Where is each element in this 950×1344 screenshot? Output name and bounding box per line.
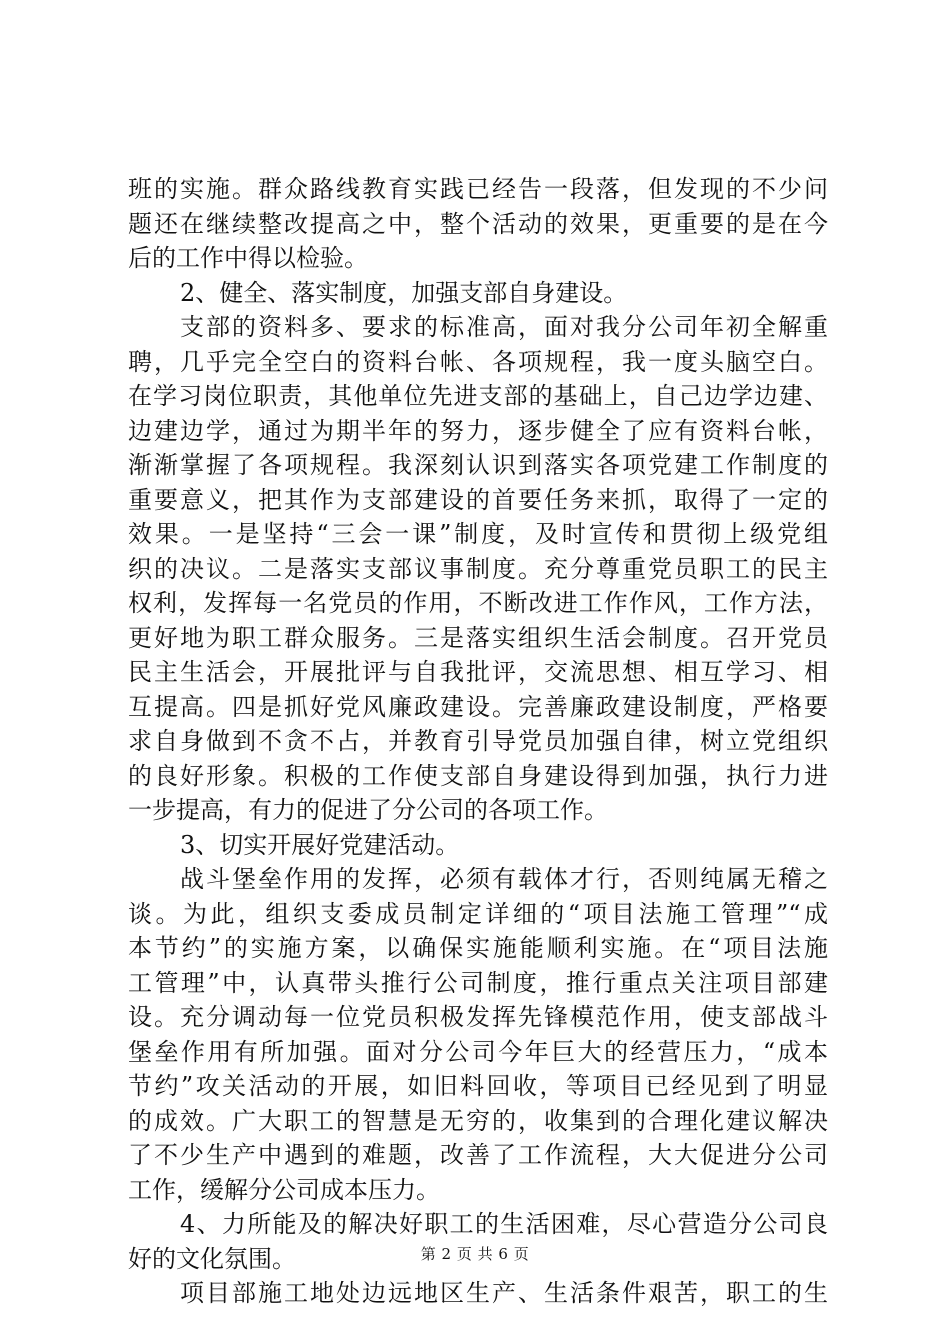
text-line: 工管理”中，认真带头推行公司制度，推行重点关注项目部建 bbox=[128, 968, 828, 997]
text-line: 一步提高，有力的促进了分公司的各项工作。 bbox=[128, 796, 608, 824]
text-line: 边建边学，通过为期半年的努力，逐步健全了应有资料台帐， bbox=[128, 416, 828, 445]
page-footer: 第 2 页 共 6 页 bbox=[420, 1245, 530, 1263]
text-line: 更好地为职工群众服务。三是落实组织生活会制度。召开党员 bbox=[128, 623, 828, 652]
document-body bbox=[128, 172, 828, 1311]
text-line: 2、健全、落实制度，加强支部自身建设。 bbox=[180, 278, 628, 307]
text-line: 的成效。广大职工的智慧是无穷的，收集到的合理化建议解决 bbox=[128, 1106, 828, 1135]
text-line: 工作，缓解分公司成本压力。 bbox=[128, 1175, 440, 1204]
text-line: 渐渐掌握了各项规程。我深刻认识到落实各项党建工作制度的 bbox=[128, 451, 828, 479]
text-line: 3、切实开展好党建活动。 bbox=[180, 830, 460, 859]
text-line: 求自身做到不贪不占，并教育引导党员加强自律，树立党组织 bbox=[128, 727, 828, 755]
text-line: 聘，几乎完全空白的资料台帐、各项规程，我一度头脑空白。 bbox=[128, 347, 828, 376]
text-line: 后的工作中得以检验。 bbox=[128, 244, 368, 272]
text-line: 项目部施工地处边远地区生产、生活条件艰苦，职工的生 bbox=[180, 1279, 828, 1307]
text-line: 民主生活会，开展批评与自我批评，交流思想、相互学习、相 bbox=[128, 658, 828, 686]
text-line: 织的决议。二是落实支部议事制度。充分尊重党员职工的民主 bbox=[128, 554, 828, 583]
text-line: 在学习岗位职责，其他单位先进支部的基础上，自己边学边建、 bbox=[128, 382, 828, 410]
text-line: 设。充分调动每一位党员积极发挥先锋模范作用，使支部战斗 bbox=[128, 1003, 828, 1031]
text-line: 好的文化氛围。 bbox=[128, 1244, 296, 1273]
text-line: 堡垒作用有所加强。面对分公司今年巨大的经营压力，“成本 bbox=[128, 1037, 828, 1066]
text-line: 战斗堡垒作用的发挥，必须有载体才行，否则纯属无稽之 bbox=[180, 865, 828, 893]
text-line: 互提高。四是抓好党风廉政建设。完善廉政建设制度，严格要 bbox=[128, 692, 828, 721]
text-line: 本节约”的实施方案，以确保实施能顺利实施。在“项目法施 bbox=[128, 934, 828, 962]
text-line: 班的实施。群众路线教育实践已经告一段落，但发现的不少问 bbox=[128, 175, 828, 203]
text-line: 谈。为此，组织支委成员制定详细的“项目法施工管理”“成 bbox=[128, 899, 828, 928]
text-line: 权利，发挥每一名党员的作用，不断改进工作作风，工作方法， bbox=[128, 589, 828, 617]
text-line: 重要意义，把其作为支部建设的首要任务来抓，取得了一定的 bbox=[128, 485, 828, 514]
text-line: 支部的资料多、要求的标准高，面对我分公司年初全解重 bbox=[180, 313, 828, 341]
text-line: 的良好形象。积极的工作使支部自身建设得到加强，执行力进 bbox=[128, 761, 828, 790]
text-line: 题还在继续整改提高之中，整个活动的效果，更重要的是在今 bbox=[128, 209, 828, 238]
text-line: 4、力所能及的解决好职工的生活困难，尽心营造分公司良 bbox=[180, 1210, 828, 1238]
text-line: 节约”攻关活动的开展，如旧料回收，等项目已经见到了明显 bbox=[128, 1072, 828, 1100]
text-line: 效果。一是坚持“三会一课”制度，及时宣传和贯彻上级党组 bbox=[128, 520, 828, 548]
text-line: 了不少生产中遇到的难题，改善了工作流程，大大促进分公司 bbox=[128, 1141, 828, 1169]
